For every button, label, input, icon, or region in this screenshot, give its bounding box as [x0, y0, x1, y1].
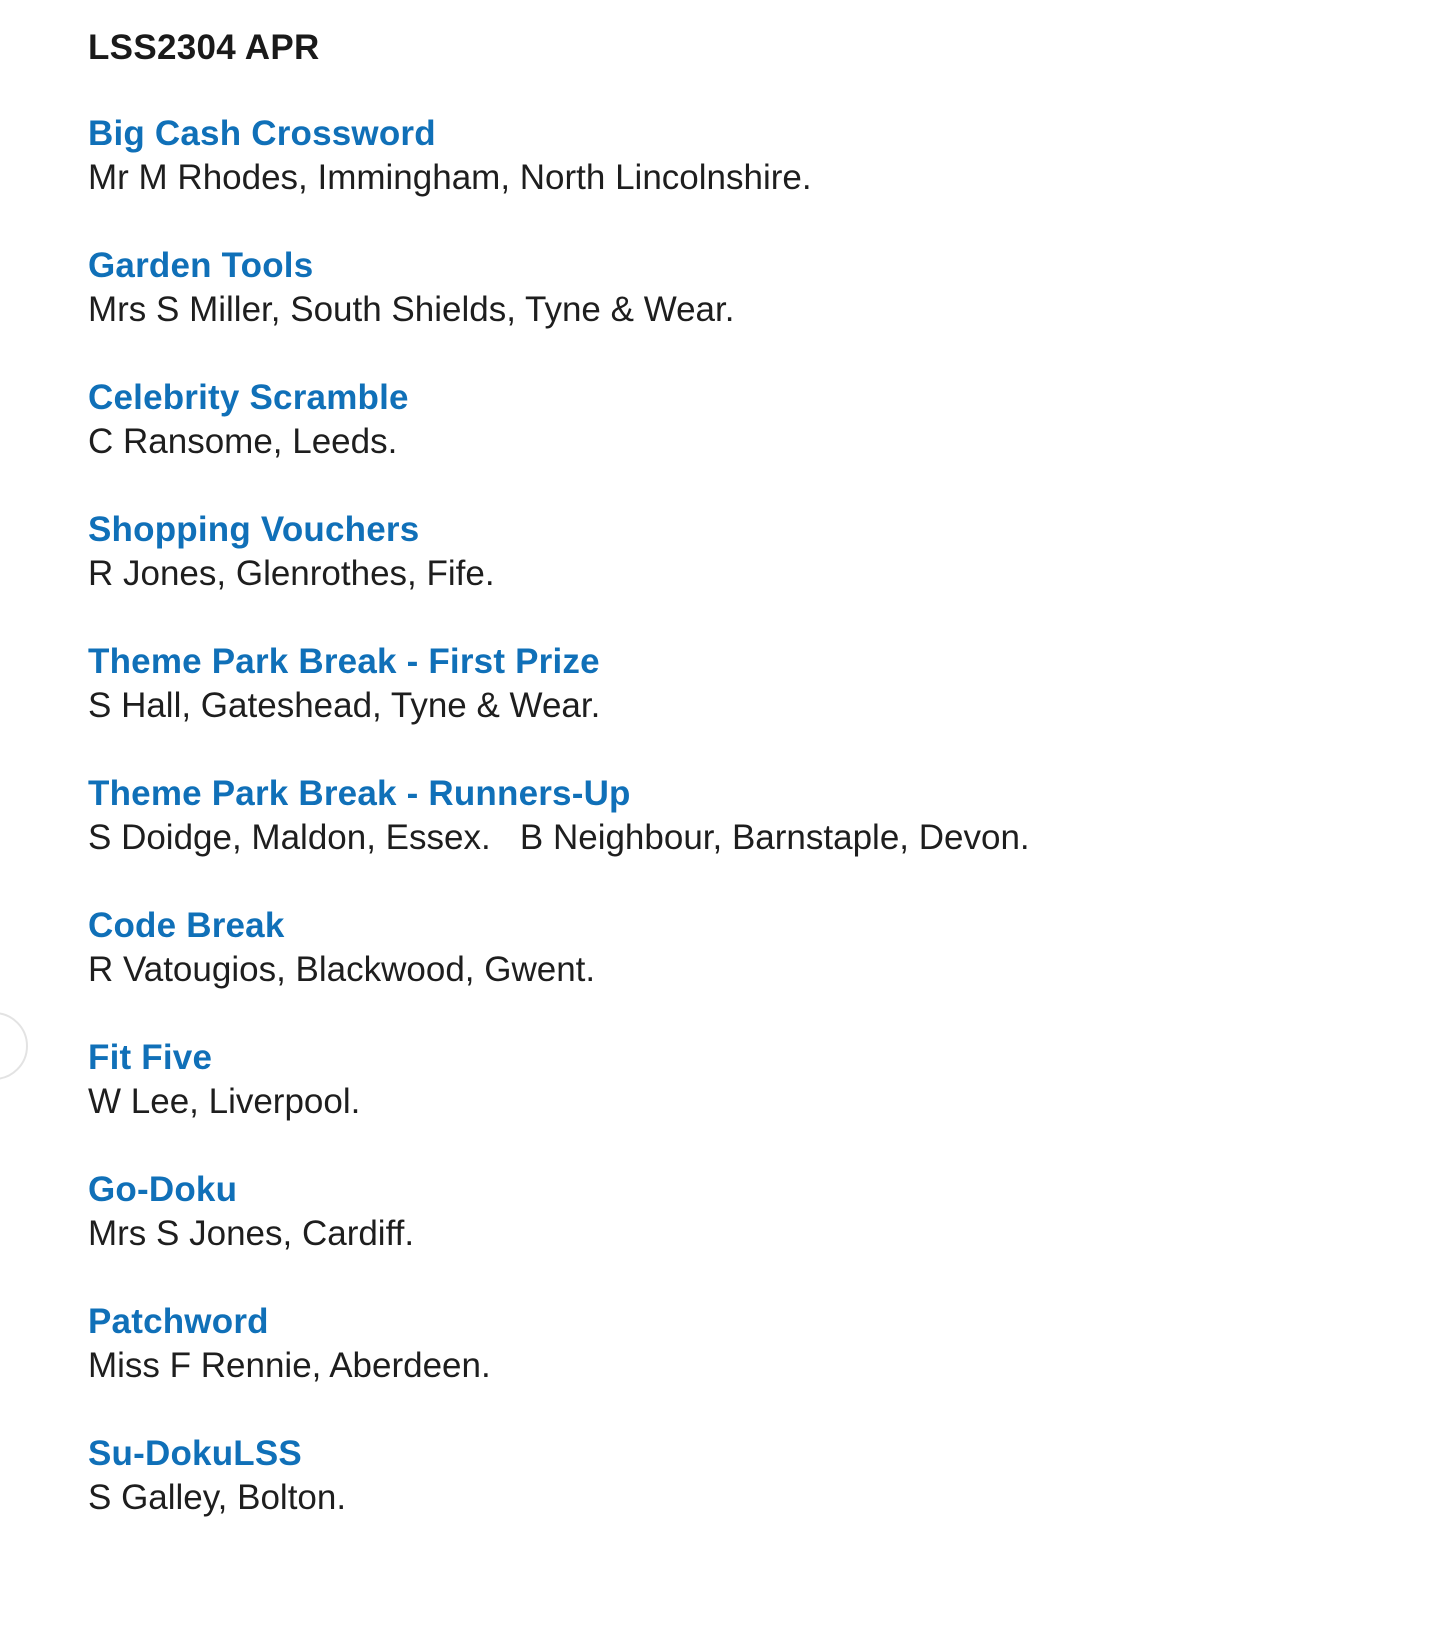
entry-patchword — [88, 1300, 1400, 1432]
entry-heading: Celebrity Scramble — [88, 378, 409, 417]
entry-big-cash-crossword — [88, 112, 1400, 244]
entry-heading: Theme Park Break - First Prize — [88, 642, 600, 681]
entry-winners: Mr M Rhodes, Immingham, North Lincolnshire. — [88, 158, 812, 197]
entry-heading: Patchword — [88, 1302, 269, 1341]
entry-shopping-vouchers — [88, 508, 1400, 640]
entry-winners: S Galley, Bolton. — [88, 1478, 347, 1517]
entry-su-doku-lss — [88, 1432, 1400, 1564]
entry-heading: Fit Five — [88, 1038, 213, 1077]
entry-winners: Mrs S Miller, South Shields, Tyne & Wear. — [88, 290, 735, 329]
entry-go-doku — [88, 1168, 1400, 1300]
entry-heading: Garden Tools — [88, 246, 314, 285]
entry-winners: Mrs S Jones, Cardiff. — [88, 1214, 415, 1253]
entry-heading: Go-Doku — [88, 1170, 238, 1209]
entry-winners: W Lee, Liverpool. — [88, 1082, 361, 1121]
entry-winners: R Vatougios, Blackwood, Gwent. — [88, 950, 596, 989]
entry-heading: Code Break — [88, 906, 285, 945]
entry-winners: R Jones, Glenrothes, Fife. — [88, 554, 495, 593]
entry-heading: Theme Park Break - Runners-Up — [88, 774, 631, 813]
edge-scroll-handle[interactable] — [0, 1012, 28, 1080]
entry-winners: S Doidge, Maldon, Essex. B Neighbour, Barnstaple, Devon. — [88, 818, 1030, 857]
winners-document — [88, 26, 1400, 1564]
entry-heading: Su-DokuLSS — [88, 1434, 302, 1473]
entry-theme-park-runners-up — [88, 772, 1400, 904]
entry-winners: C Ransome, Leeds. — [88, 422, 398, 461]
entry-fit-five — [88, 1036, 1400, 1168]
entry-garden-tools — [88, 244, 1400, 376]
entry-code-break — [88, 904, 1400, 1036]
entry-celebrity-scramble — [88, 376, 1400, 508]
entry-heading: Big Cash Crossword — [88, 114, 436, 153]
entry-theme-park-first-prize — [88, 640, 1400, 772]
entry-heading: Shopping Vouchers — [88, 510, 420, 549]
entry-winners: S Hall, Gateshead, Tyne & Wear. — [88, 686, 601, 725]
entry-winners: Miss F Rennie, Aberdeen. — [88, 1346, 491, 1385]
document-title: LSS2304 APR — [88, 28, 320, 67]
